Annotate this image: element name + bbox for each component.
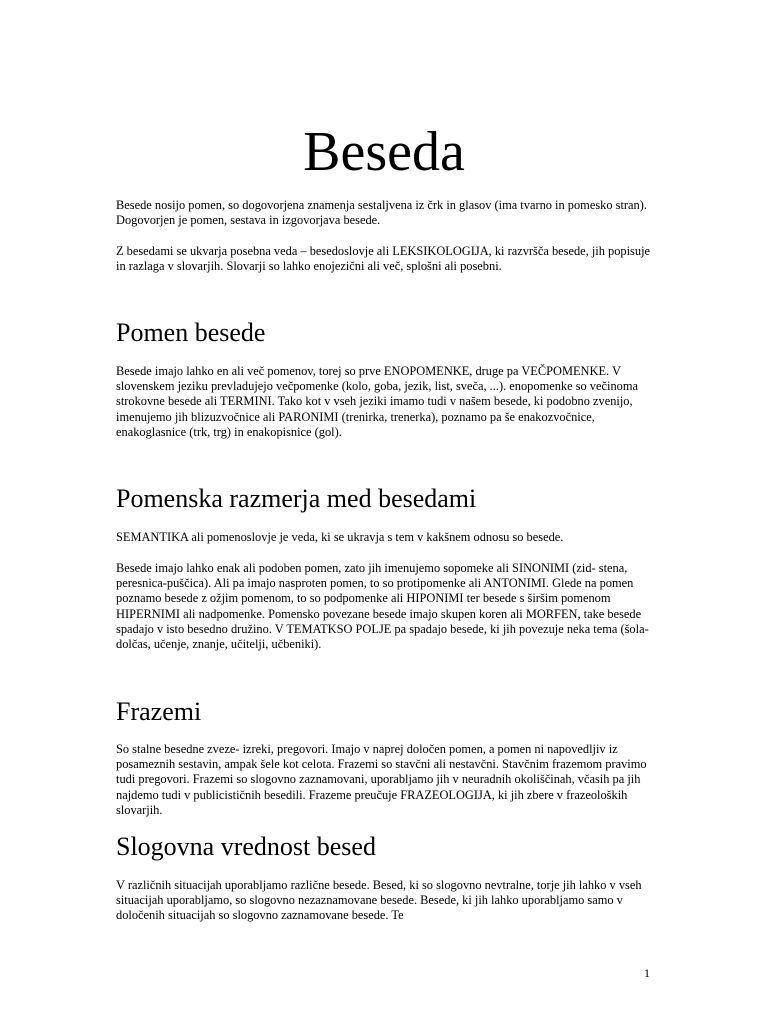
paragraph-frazemi: So stalne besedne zveze- izreki, pregovori. Imajo v naprej določen pomen, a pomen ni napovedljiv iz posameznih sestavin, ampak šele kot celota. Frazemi so stavčni ali nestavčni. Stavčnim frazemom pravimo tudi pregovori. Frazemi so slogovno zaznamovani, uporabljamo jih v neuradnih okoliščinah, včasih pa jih najdemo tudi v publicističnih besedili. Frazeme preučuje FRAZEOLOGIJA, ki jih zbere v frazeoloških slovarjih. — [116, 742, 647, 817]
paragraph-intro-2: Z besedami se ukvarja posebna veda – besedoslovje ali LEKSIKOLOGIJA, ki razvršča besede, jih popisuje in razlaga v slovarjih. Slovarji so lahko enojezični ali več, splošni ali posebni. — [116, 244, 651, 274]
paragraph-pomen-besede: Besede imajo lahko en ali več pomenov, torej so prve ENOPOMENKE, druge pa VEČPOMENKE. V slovenskem jeziku prevladujejo večpomenke (kolo, goba, jezik, list, sveča, ...). enopomenke so večinoma strokovne besede ali TERMINI. Tako kot v vseh jeziki imamo tudi v našem besede, ki podobno zvenijo, imenujemo jih blizuzvočnice ali PARONIMI (trenirka, trenerka), poznamo pa še enakozvočnice, enakoglasnice (trk, trg) in enakopisnice (gol). — [116, 364, 638, 439]
paragraph-slogovna-vrednost: V različnih situacijah uporabljamo različne besede. Besed, ki so slogovno nevtralne, torje jih lahko v vseh situacijah uporabljamo, so slogovno nezaznamovane besede. Besede, ki jih lahko uporabljamo samo v določenih situacijah so slogovno zaznamovane besede. Te — [116, 878, 642, 923]
heading-pomen-besede: Pomen besede — [116, 318, 266, 347]
paragraph-intro-1: Besede nosijo pomen, so dogovorjena znamenja sestaljvena iz črk in glasov (ima tvarno in pomesko stran). Dogovorjen je pomen, sestava in izgovorjava besede. — [116, 198, 647, 228]
document-title: Beseda — [303, 121, 465, 183]
heading-slogovna-vrednost: Slogovna vrednost besed — [116, 832, 376, 861]
heading-pomenska-razmerja: Pomenska razmerja med besedami — [116, 484, 477, 513]
paragraph-semantika: SEMANTIKA ali pomenoslovje je veda, ki se ukravja s tem v kakšnem odnosu so besede. — [116, 530, 564, 544]
page-number: 1 — [644, 966, 650, 980]
heading-frazemi: Frazemi — [116, 697, 202, 726]
paragraph-sinonimi: Besede imajo lahko enak ali podoben pomen, zato jih imenujemo sopomeke ali SINONIMI (zid- stena, peresnica-puščica). Ali pa imajo nasproten pomen, to so protipomenke ali ANTONIMI. Glede na pomen poznamo besede z ožjim pomenom, to so podpomenke ali HIPONIMI ter besede s širšim pomenom HIPERNIMI ali nadpomenke. Pomensko povezane besede imajo skupen koren ali MORFEN, take besede spadajo v isto besedno družino. V TEMATKSO POLJE pa spadajo besede, ki jih povezuje neka tema (šola- dolčas, učenje, znanje, učitelji, učbeniki). — [116, 561, 649, 652]
